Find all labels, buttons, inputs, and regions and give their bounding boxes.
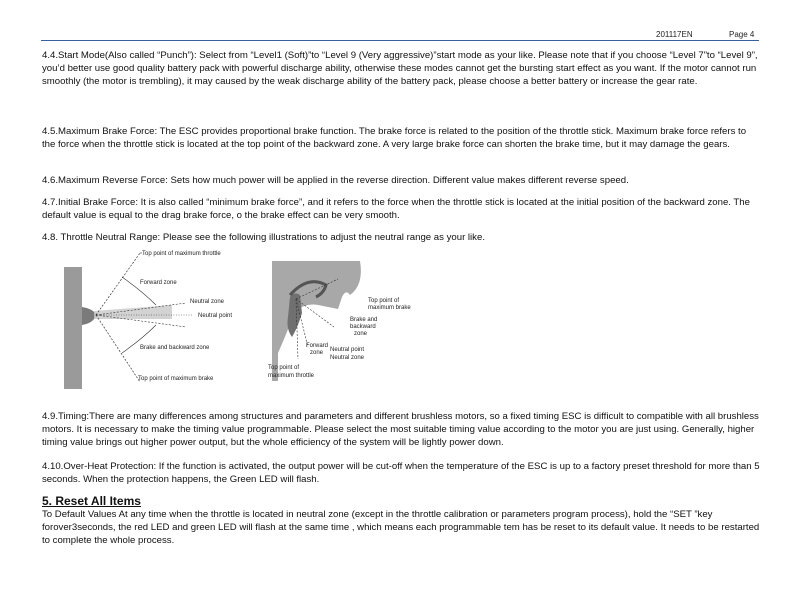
paragraph-over-heat-protection: 4.10.Over-Heat Protection: If the function is activated, the output power will be cut-off when the temperature of the ESC is up to a factory preset threshold for more than 5 seconds. When the protection happens, the Green LED will flash. bbox=[42, 461, 760, 485]
trigger-zones-diagram bbox=[268, 257, 448, 382]
paragraph-reset-all-items: To Default Values At any time when the throttle is located in neutral zone (except in the throttle calibration or parameters program process), hold the “SET ”key forover3seconds, the red LED and green LED will flash at the same time , which means each programmable tem has be reset to its default value. It needs to be restarted to complete the whole process. bbox=[42, 509, 760, 546]
label-neutral-point: Neutral point bbox=[198, 313, 233, 319]
paragraph-timing: 4.9.Timing:There are many differences among structures and parameters and different brushless motors, so a fixed timing ESC is difficult to compatible with all brushless motors. It is necessary to make the timing value programmable. Please select the most suitable timing value according to the motor you are just using. Generally, higher timing value brings out higher power output, but the whole efficiency of the system will be lightly power down. bbox=[42, 411, 759, 448]
label-neutral-zone-right: Neutral zone bbox=[330, 355, 365, 361]
label-forward-zone-2: zone bbox=[310, 350, 324, 356]
throttle-zones-diagram bbox=[60, 247, 260, 392]
label-brake-backward-zone: Brake and backward zone bbox=[140, 345, 210, 351]
label-top-max-brake-1: Top point of bbox=[368, 298, 400, 304]
document-code: 201117EN bbox=[656, 30, 693, 39]
label-top-max-brake-2: maximum brake bbox=[368, 305, 411, 311]
page-header bbox=[41, 30, 759, 41]
label-top-max-brake: Top point of maximum brake bbox=[138, 376, 214, 382]
throttle-stick bbox=[94, 305, 172, 319]
section-heading-reset: 5. Reset All Items bbox=[42, 494, 141, 508]
label-top-max-throttle-2: maximum throttle bbox=[268, 373, 315, 379]
label-top-max-throttle-1: Top point of bbox=[268, 365, 300, 371]
label-forward-zone-1: Forward bbox=[306, 343, 329, 349]
label-brake-zone-3: zone bbox=[354, 331, 368, 337]
label-neutral-point-right: Neutral point bbox=[330, 347, 365, 353]
paragraph-max-brake-force: 4.5.Maximum Brake Force: The ESC provides proportional brake function. The brake force is related to the position of the throttle stick. Maximum brake force refers to the force when the throttle stick is located at the top point of the backward zone. A very large brake force can shorten the brake time, but it may damage the gears. bbox=[42, 126, 747, 150]
label-top-max-throttle: Top point of maximum throttle bbox=[142, 251, 221, 257]
paragraph-throttle-neutral-range: 4.8. Throttle Neutral Range: Please see the following illustrations to adjust the neutral range as your like. bbox=[42, 232, 485, 243]
label-brake-zone-2: backward bbox=[350, 324, 376, 330]
radio-handle-body bbox=[64, 267, 82, 389]
throttle-trigger-base bbox=[82, 307, 96, 325]
paragraph-max-reverse-force: 4.6.Maximum Reverse Force: Sets how much power will be applied in the reverse direction. Different value makes different reverse speed. bbox=[42, 175, 629, 186]
page-number: Page 4 bbox=[729, 30, 755, 39]
label-brake-zone-1: Brake and bbox=[350, 317, 378, 323]
label-neutral-zone: Neutral zone bbox=[190, 299, 225, 305]
paragraph-start-mode: 4.4.Start Mode(Also called “Punch”): Select from “Level1 (Soft)”to “Level 9 (Very aggressive)”start mode as your like. Please note that if you choose “Level 7”to “Level 9”, you’d better use good quality battery pack with powerful discharge ability, otherwise these modes cannot get the bursting start effect as you want. If the motor cannot run smoothly (the motor is trembling), it may caused by the weak discharge ability of the battery pack, please choose a better battery or increase the gear rate. bbox=[42, 50, 758, 87]
label-forward-zone: Forward zone bbox=[140, 280, 177, 286]
paragraph-initial-brake-force: 4.7.Initial Brake Force: It is also called “minimum brake force”, and it refers to the force when the throttle stick is located at the initial position of the backward zone. The default value is equal to the drag brake force, o the brake effect can be very smooth. bbox=[42, 197, 750, 221]
grip-body bbox=[272, 261, 361, 381]
